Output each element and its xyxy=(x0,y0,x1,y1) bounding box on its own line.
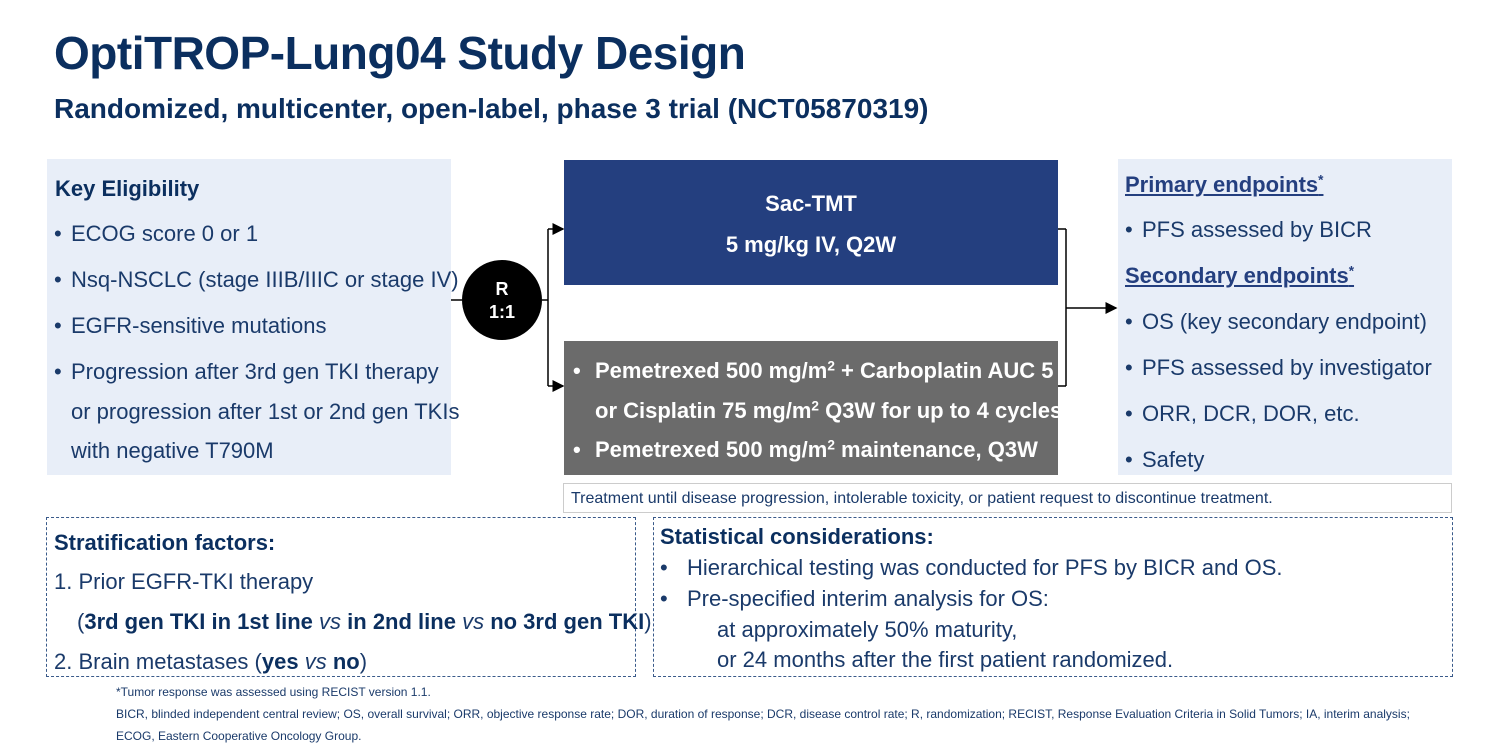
footnote: *Tumor response was assessed using RECIST version 1.1. xyxy=(116,685,431,699)
randomization-label: R xyxy=(495,279,509,299)
arm2-item-2: • Pemetrexed 500 $mg/m^2$ maintenance, Q3W xyxy=(573,437,1038,462)
randomization-ratio: 1:1 xyxy=(488,302,515,322)
secondary-endpoint-item: • Safety xyxy=(1125,447,1205,472)
eligibility-item: • EGFR-sensitive mutations xyxy=(54,313,327,338)
arm1-dose: 5 mg/kg IV, Q2W xyxy=(725,232,897,257)
secondary-endpoint-item: • OS (key secondary endpoint) xyxy=(1125,309,1427,334)
eligibility-item-continued: or progression after 1st or 2nd gen TKIs xyxy=(71,399,460,424)
arm2-item-1-continued: or Cisplatin 75 $mg/m^2$ Q3W for up to 4 cycles xyxy=(595,398,1063,423)
statistics-item-2-sub: or 24 months after the first patient randomized. xyxy=(717,647,1174,672)
secondary-endpoint-item: • ORR, DCR, DOR, etc. xyxy=(1125,401,1360,426)
arm-sac-tmt xyxy=(564,160,1058,285)
eligibility-item: • Nsq-NSCLC (stage IIIB/IIIC or stage IV) xyxy=(54,267,459,292)
arm1-drug: Sac-TMT xyxy=(765,191,857,216)
secondary-endpoints-heading: Secondary endpoints* xyxy=(1125,263,1355,288)
stratification-item-1: 1. Prior EGFR-TKI therapy xyxy=(54,569,314,594)
statistics-item-1: • Hierarchical testing was conducted for PFS by BICR and OS. xyxy=(660,555,1283,580)
eligibility-item: • ECOG score 0 or 1 xyxy=(54,221,259,246)
stratification-item-1-detail: (3rd gen TKI in 1st line vs in 2nd line vs no 3rd gen TKI) xyxy=(77,609,652,634)
arm2-item-1: • Pemetrexed 500 $mg/m^2$ + Carboplatin AUC 5 xyxy=(573,358,1054,383)
primary-endpoints-heading: Primary endpoints* xyxy=(1125,172,1324,197)
primary-endpoint-item: • PFS assessed by BICR xyxy=(1125,217,1372,242)
arm-chemotherapy xyxy=(564,341,1063,475)
stratification-item-2: 2. Brain metastases (yes vs no) xyxy=(54,649,368,674)
page-subtitle: Randomized, multicenter, open-label, phase 3 trial (NCT05870319) xyxy=(54,93,929,124)
footnote-abbreviations: ECOG, Eastern Cooperative Oncology Group. xyxy=(116,729,362,743)
treatment-note: Treatment until disease progression, intolerable toxicity, or patient request to discontinue treatment. xyxy=(563,483,1452,513)
secondary-endpoint-item: • PFS assessed by investigator xyxy=(1125,355,1432,380)
footnote-abbreviations: BICR, blinded independent central review; OS, overall survival; ORR, objective response rate; DOR, duration of response; DCR, disease control rate; R, randomization; RECIST, Response Evaluation Criteria in Solid Tumors; IA, interim analysis; xyxy=(116,707,1410,721)
statistics-item-2: • Pre-specified interim analysis for OS: xyxy=(660,586,1049,611)
statistics-item-2-sub: at approximately 50% maturity, xyxy=(717,617,1018,642)
eligibility-item: • Progression after 3rd gen TKI therapy xyxy=(54,359,439,384)
page-title: OptiTROP-Lung04 Study Design xyxy=(54,27,746,79)
stratification-heading: Stratification factors: xyxy=(54,530,276,555)
eligibility-heading: Key Eligibility xyxy=(55,176,200,201)
eligibility-item-continued: with negative T790M xyxy=(71,438,274,463)
statistics-heading: Statistical considerations: xyxy=(660,524,934,549)
randomization-node xyxy=(462,260,542,340)
